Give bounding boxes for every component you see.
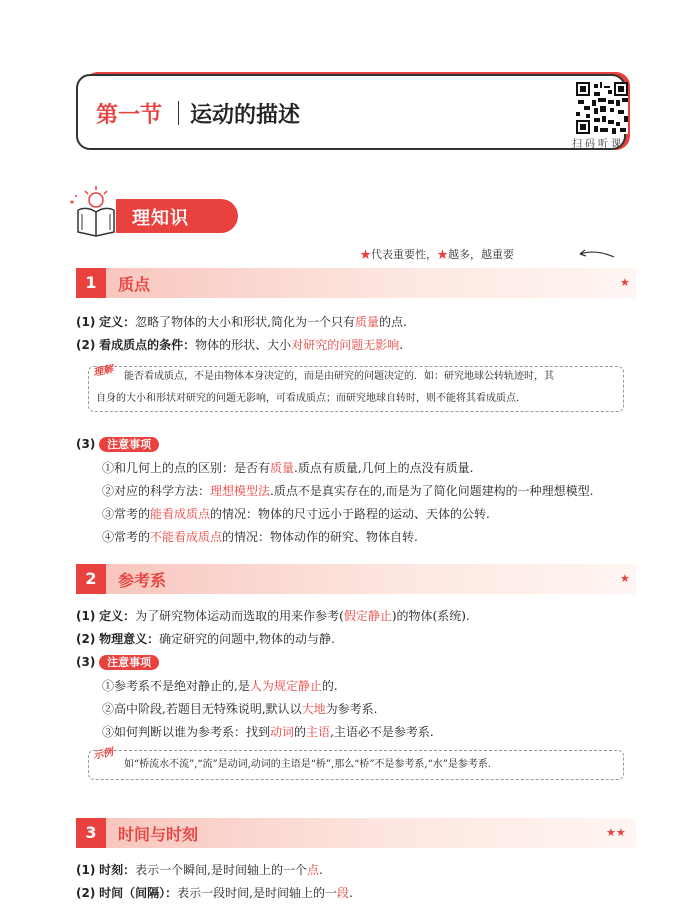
topic-title: 参考系 xyxy=(118,571,167,590)
importance-stars: ★ xyxy=(620,572,630,585)
page-title: 运动的描述 xyxy=(190,102,301,128)
legend-text-2: 越多，越重要 xyxy=(448,248,514,261)
definition-line: (1) 时刻：表示一个瞬间,是时间轴上的一个点. xyxy=(76,863,323,877)
topic-title: 时间与时刻 xyxy=(118,825,199,844)
topic-bar xyxy=(76,268,636,298)
notice-item: ④常考的不能看成质点的情况：物体动作的研究、物体自转. xyxy=(102,530,418,544)
notice-item: ③如何判断以谁为参考系：找到动词的主语,主语必不是参考系. xyxy=(102,725,434,739)
importance-stars: ★ xyxy=(620,276,630,289)
notice-header: (3) 注意事项 xyxy=(76,654,159,670)
legend-text-1: 代表重要性， xyxy=(371,248,437,261)
note-line: 自身的大小和形状对研究的问题无影响，可看成质点；而研究地球自转时，则不能将其看成质点． xyxy=(96,393,526,404)
importance-stars: ★★ xyxy=(606,826,626,839)
header-divider xyxy=(178,101,179,125)
example-tag: 示例 xyxy=(92,746,115,762)
notice-item: ①和几何上的点的区别：是否有质量.质点有质量,几何上的点没有质量. xyxy=(102,461,474,475)
topic-number: 1 xyxy=(76,268,106,298)
star-icon: ★ xyxy=(437,248,448,261)
importance-legend xyxy=(360,246,514,262)
example-line: 如“桥流水不流”,“流”是动词,动词的主语是“桥”,那么“桥”不是参考系,“水”是参考系. xyxy=(124,759,492,770)
notice-item: ②对应的科学方法：理想模型法.质点不是真实存在的,而是为了简化问题建构的一种理想模型. xyxy=(102,484,594,498)
meaning-line: (2) 物理意义：确定研究的问题中,物体的动与静. xyxy=(76,632,335,646)
notice-header: (3) 注意事项 xyxy=(76,436,159,452)
chapter-label: 第一节 xyxy=(96,102,163,128)
notice-item: ①参考系不是绝对静止的,是人为规定静止的. xyxy=(102,679,338,693)
section-heading: 理知识 xyxy=(132,208,189,229)
qr-label: 扫码听课 xyxy=(572,139,624,150)
topic-number: 3 xyxy=(76,818,106,848)
definition-line: (2) 时间（间隔）：表示一段时间,是时间轴上的一段. xyxy=(76,886,353,900)
notice-item: ③常考的能看成质点的情况：物体的尺寸远小于路程的运动、天体的公转. xyxy=(102,507,490,521)
note-tag: 理解 xyxy=(92,363,115,379)
notice-badge: 注意事项 xyxy=(99,437,159,452)
condition-line: (2) 看成质点的条件：物体的形状、大小对研究的问题无影响. xyxy=(76,338,404,352)
topic-title: 质点 xyxy=(118,275,151,294)
definition-line: (1) 定义：忽略了物体的大小和形状,简化为一个只有质量的点. xyxy=(76,315,407,329)
qr-code-icon[interactable] xyxy=(576,82,628,134)
note-line: 能否看成质点，不是由物体本身决定的，而是由研究的问题决定的．如：研究地球公转轨迹时，其 xyxy=(124,371,554,382)
topic-number: 2 xyxy=(76,564,106,594)
definition-line: (1) 定义：为了研究物体运动而选取的用来作参考(假定静止)的物体(系统). xyxy=(76,609,470,623)
notice-badge: 注意事项 xyxy=(99,655,159,670)
curved-arrow-icon xyxy=(576,246,616,265)
notice-item: ②高中阶段,若题目无特殊说明,默认以大地为参考系. xyxy=(102,702,378,716)
star-icon: ★ xyxy=(360,248,371,261)
